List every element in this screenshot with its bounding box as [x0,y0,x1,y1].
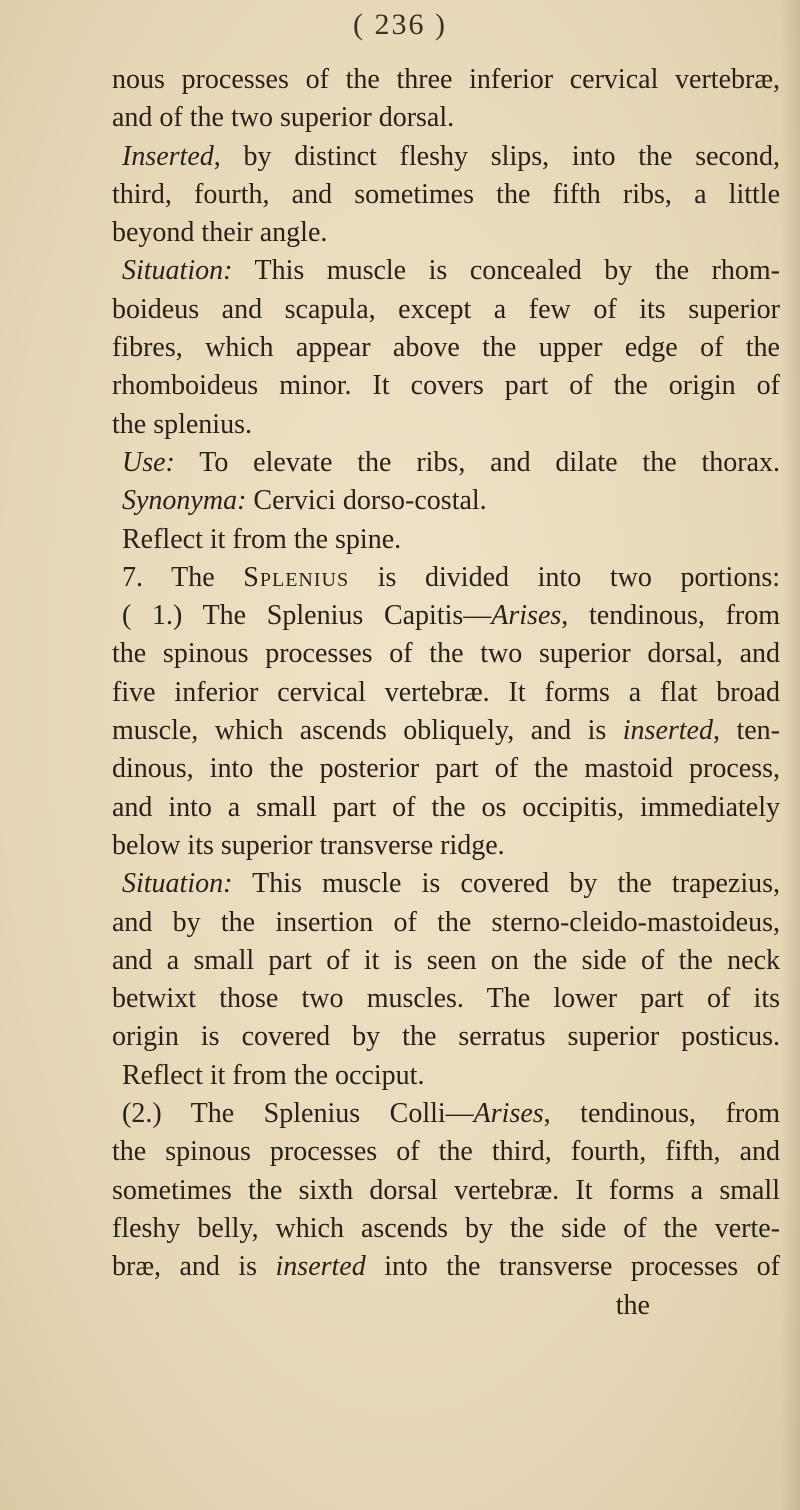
text-run: is divided into two portions: [349,561,780,593]
italic-text: Arises [491,600,562,632]
text-line [112,252,780,290]
text-run: This muscle is covered by the trapezius, [232,868,780,900]
text-line [112,597,780,635]
text-line [112,1172,780,1210]
text-line [112,138,780,176]
text-run: fleshy belly, which ascends by the side of the verte- [112,1212,780,1244]
text-run: and into a small part of the os occipitis, immediately [112,791,780,823]
text-run: bræ, and is [112,1251,276,1283]
italic-text: Use: [122,446,175,478]
text-run: third, fourth, and sometimes the fifth ribs, a little [112,178,780,210]
page-edge-shadow [782,0,800,1510]
text-run: beyond their angle. [112,217,328,249]
text-line [112,99,780,137]
italic-text: Arises [473,1098,544,1130]
text-line [112,942,780,980]
text-run: betwixt those two muscles. The lower part of its [112,983,780,1015]
text-run: the [615,1289,650,1321]
text-line [112,521,780,559]
text-line [112,1248,780,1286]
page-number: ( 236 ) [353,8,447,41]
text-line [112,635,780,673]
text-run: the spinous processes of the third, fourth, fifth, and [112,1136,780,1168]
italic-text: Situation: [122,868,233,900]
italic-text: Inserted [122,140,214,172]
text-run: Reflect it from the occiput. [122,1059,425,1091]
text-run: ( 1.) The Splenius Capitis— [122,600,492,632]
text-run: This muscle is concealed by the rhom- [232,255,780,287]
text-run: fibres, which appear above the upper edge of the [112,332,780,364]
italic-text: inserted [622,715,713,747]
text-run: muscle, which ascends obliquely, and is [112,715,623,747]
text-line [112,1057,780,1095]
text-line [112,559,780,597]
italic-text: Situation: [122,255,233,287]
text-run: , tendinous, from [561,600,780,632]
text-line [112,789,780,827]
text-run: Cervici dorso-costal. [246,485,487,517]
text-line [112,1095,780,1133]
text-run: Reflect it from the spine. [122,523,402,555]
text-run: , ten- [712,715,780,747]
text-run: and of the two superior dorsal. [112,102,455,134]
text-line [112,1018,780,1056]
text-run: the spinous processes of the two superior dorsal, and [112,638,780,670]
text-run: rhomboideus minor. It covers part of the origin of [112,370,780,402]
text-line [112,980,780,1018]
text-line [112,444,780,482]
text-line [112,1287,780,1325]
text-line [112,61,780,99]
text-line [112,406,780,444]
text-run: the splenius. [112,408,252,440]
small-caps-text: Splenius [243,561,350,593]
text-run: origin is covered by the serratus superior posticus. [112,1021,780,1053]
text-line [112,482,780,520]
italic-text: inserted [275,1251,366,1283]
text-line [112,750,780,788]
text-run: , by distinct fleshy slips, into the second, [213,140,780,172]
italic-text: Synonyma: [122,485,247,517]
text-run: sometimes the sixth dorsal vertebræ. It forms a small [112,1174,780,1206]
text-line [112,176,780,214]
body-text [112,61,780,1325]
text-line [112,865,780,903]
text-line [112,1133,780,1171]
text-run: into the transverse processes of [365,1251,781,1283]
text-run: nous processes of the three inferior cervical vertebræ, [112,64,780,95]
text-run: five inferior cervical vertebræ. It forms a flat broad [112,676,780,708]
text-run: To elevate the ribs, and dilate the thorax. [174,446,780,478]
text-line [112,674,780,712]
text-run: boideus and scapula, except a few of its superior [112,293,780,325]
text-line [112,367,780,405]
text-line [112,214,780,252]
text-run: dinous, into the posterior part of the mastoid process, [112,753,780,785]
text-line [112,904,780,942]
text-run: , tendinous, from [543,1098,780,1130]
text-line [112,827,780,865]
text-run: and by the insertion of the sterno-cleido-mastoideus, [112,906,780,938]
text-run: 7. The [122,561,244,593]
text-line [112,329,780,367]
text-line [112,712,780,750]
text-line [112,1210,780,1248]
text-run: (2.) The Splenius Colli— [122,1098,474,1130]
text-run: and a small part of it is seen on the side of the neck [112,944,780,976]
text-line [112,291,780,329]
text-run: below its superior transverse ridge. [112,829,505,861]
